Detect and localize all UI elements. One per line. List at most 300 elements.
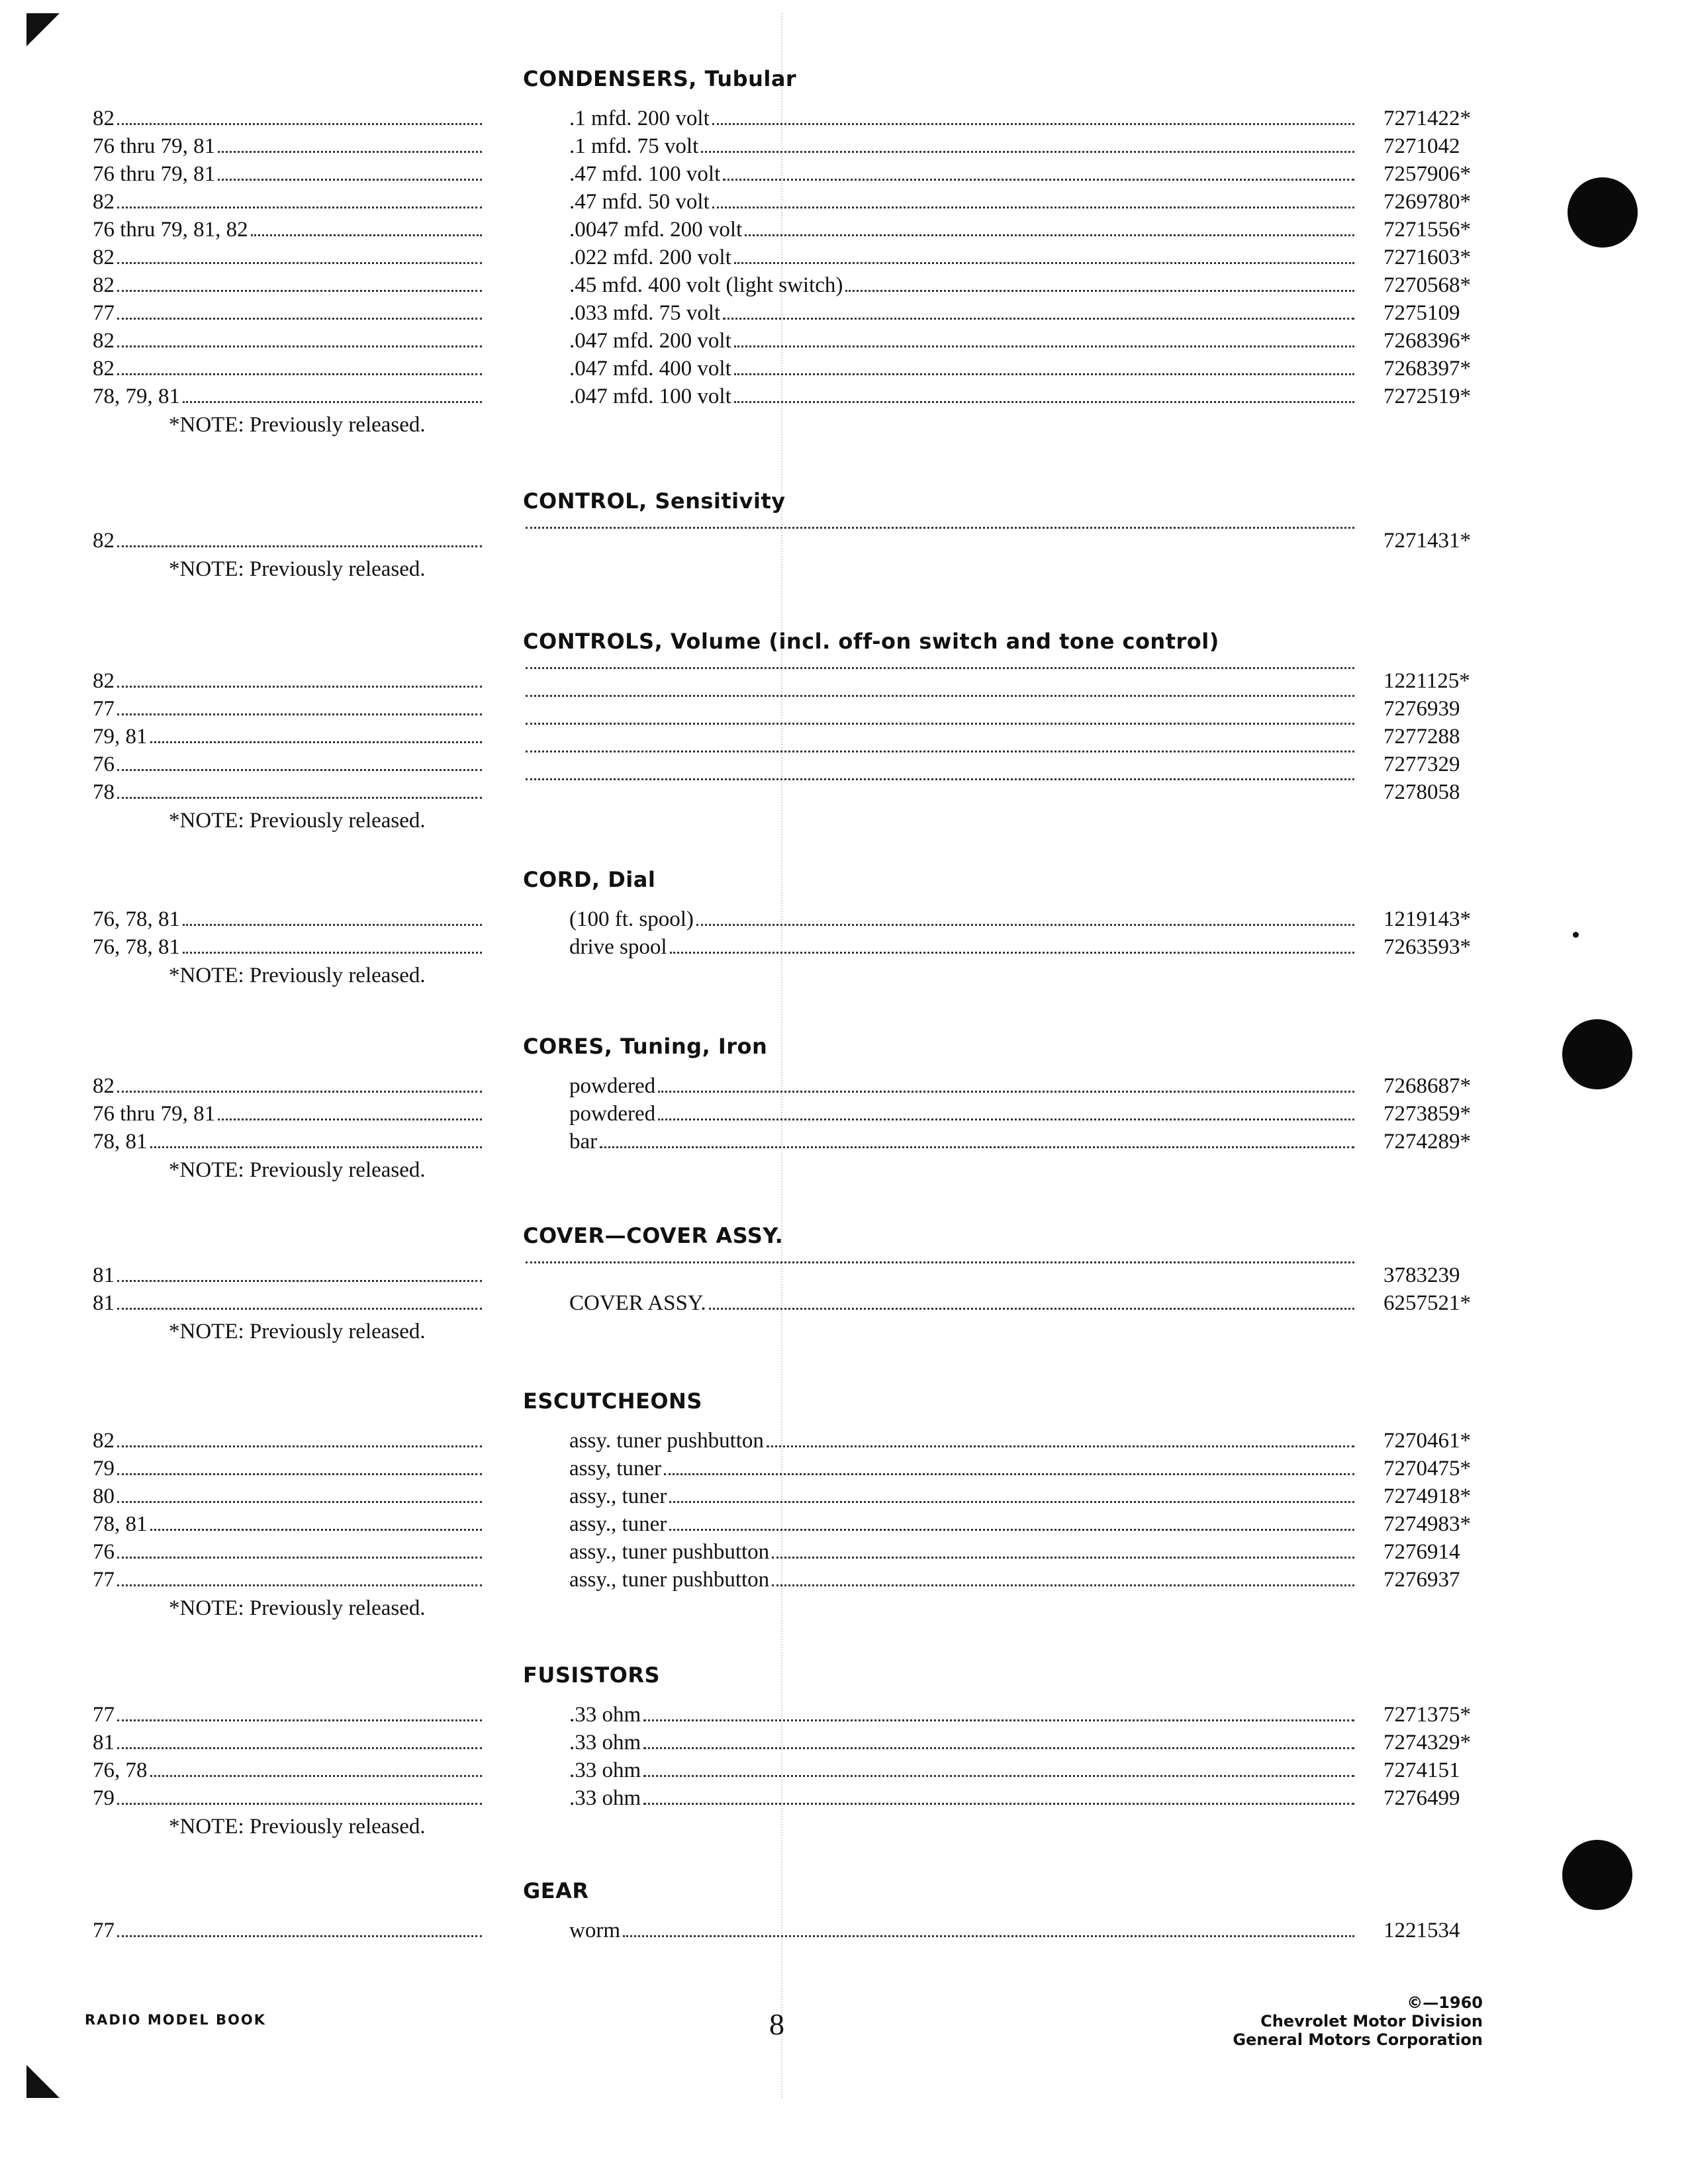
dot-leader: [669, 1529, 1354, 1531]
model-cell: [93, 1261, 485, 1289]
part-number: 7272519*: [1383, 385, 1471, 408]
model-numbers: 77: [93, 1919, 115, 1942]
part-description: (100 ft. spool): [569, 907, 694, 931]
corner-mark-top-left: [26, 13, 60, 46]
note-text: *NOTE: Previously released.: [169, 557, 426, 581]
model-cell: [93, 723, 485, 751]
part-row: [0, 105, 1688, 132]
part-row: [0, 299, 1688, 327]
part-row: [0, 1701, 1688, 1729]
dot-leader: [701, 151, 1354, 153]
dot-leader: [117, 769, 482, 771]
dot-leader: [845, 290, 1354, 292]
description-cell: [569, 1701, 1357, 1729]
model-numbers: 82: [93, 246, 115, 269]
model-cell: [93, 1072, 485, 1100]
part-description: assy., tuner: [569, 1512, 667, 1536]
part-row: [0, 1917, 1688, 1944]
part-description: assy., tuner: [569, 1484, 667, 1508]
previously-released-note: [0, 1594, 1688, 1623]
part-row: [0, 1261, 1688, 1289]
part-number: 7271431*: [1383, 529, 1471, 553]
section-rows: [0, 1072, 1688, 1185]
dot-leader: [150, 1775, 483, 1777]
dot-leader: [218, 1118, 482, 1120]
part-row: [0, 527, 1688, 555]
description-cell: [523, 723, 1357, 731]
part-number: 7268687*: [1383, 1074, 1471, 1098]
dot-leader: [723, 318, 1354, 320]
model-cell: [93, 327, 485, 355]
part-description: .0047 mfd. 200 volt: [569, 218, 743, 242]
part-number: 7273859*: [1383, 1102, 1471, 1126]
model-numbers: 81: [93, 1731, 115, 1754]
previously-released-note: [0, 961, 1688, 990]
dot-leader: [117, 1584, 482, 1586]
model-numbers: 76: [93, 752, 115, 776]
dot-leader: [117, 290, 482, 292]
part-number: 7277329: [1383, 752, 1460, 776]
part-number: 1219143*: [1383, 907, 1471, 931]
description-cell: [569, 1538, 1357, 1566]
part-row: [0, 188, 1688, 216]
section-heading: ESCUTCHEONS: [523, 1388, 702, 1414]
part-description: .45 mfd. 400 volt (light switch): [569, 273, 843, 297]
dot-leader: [183, 401, 482, 403]
dot-leader: [696, 924, 1354, 926]
previously-released-note: [0, 1812, 1688, 1841]
dot-leader: [526, 667, 1354, 669]
description-cell: [523, 751, 1357, 758]
part-description: .047 mfd. 100 volt: [569, 385, 731, 408]
dot-leader: [658, 1118, 1354, 1120]
description-cell: [569, 105, 1357, 132]
part-number: 7274289*: [1383, 1130, 1471, 1154]
part-number: 7274918*: [1383, 1484, 1471, 1508]
footer-book-title: RADIO MODEL BOOK: [85, 2012, 267, 2028]
part-description: .1 mfd. 75 volt: [569, 134, 699, 158]
dot-leader: [526, 695, 1354, 697]
dot-leader: [658, 1091, 1354, 1093]
part-description: .47 mfd. 100 volt: [569, 162, 721, 186]
dot-leader: [117, 1501, 482, 1503]
dot-leader: [117, 1747, 482, 1749]
part-number: 7269780*: [1383, 190, 1471, 214]
dot-leader: [669, 1501, 1354, 1503]
dot-leader: [734, 373, 1354, 375]
part-row: [0, 751, 1688, 778]
previously-released-note: [0, 1156, 1688, 1185]
model-numbers: 78: [93, 780, 115, 804]
part-description: COVER ASSY.: [569, 1291, 706, 1315]
dot-leader: [526, 751, 1354, 752]
section-heading: CONTROLS, Volume (incl. off-on switch and tone control): [523, 629, 1219, 654]
section-rows: [0, 667, 1688, 835]
part-description: .33 ohm: [569, 1786, 641, 1810]
part-number: 3783239: [1383, 1263, 1460, 1287]
part-number: 7277288: [1383, 725, 1460, 749]
dot-leader: [150, 1146, 483, 1148]
part-number: 7274151: [1383, 1758, 1460, 1782]
section-rows: [0, 1427, 1688, 1623]
dot-leader: [117, 1935, 482, 1937]
previously-released-note: [0, 1317, 1688, 1346]
model-numbers: 82: [93, 107, 115, 130]
model-numbers: 82: [93, 1074, 115, 1098]
dot-leader: [670, 952, 1354, 954]
dot-leader: [526, 723, 1354, 725]
model-cell: [93, 188, 485, 216]
description-cell: [569, 327, 1357, 355]
model-cell: [93, 1100, 485, 1128]
dot-leader: [117, 1803, 482, 1805]
part-number: 7268397*: [1383, 357, 1471, 381]
model-numbers: 82: [93, 329, 115, 353]
part-description: assy., tuner pushbutton: [569, 1568, 770, 1592]
dot-leader: [117, 1719, 482, 1721]
dot-leader: [251, 234, 482, 236]
previously-released-note: [0, 410, 1688, 439]
part-row: [0, 160, 1688, 188]
page-number: 8: [769, 2007, 784, 2041]
dot-leader: [150, 1529, 483, 1531]
part-description: .022 mfd. 200 volt: [569, 246, 731, 269]
part-row: [0, 723, 1688, 751]
model-cell: [93, 132, 485, 160]
dot-leader: [117, 262, 482, 264]
model-cell: [93, 695, 485, 723]
description-cell: [569, 1729, 1357, 1756]
section-rows: [0, 105, 1688, 439]
dot-leader: [664, 1473, 1354, 1475]
model-numbers: 82: [93, 190, 115, 214]
part-number: 1221125*: [1383, 669, 1470, 693]
description-cell: [569, 905, 1357, 933]
section-heading: GEAR: [523, 1878, 589, 1903]
footer-publisher: [1152, 1993, 1483, 2049]
dot-leader: [767, 1445, 1354, 1447]
dot-leader: [745, 234, 1354, 236]
footer-division: Chevrolet Motor Division: [1260, 2012, 1483, 2030]
dot-leader: [526, 527, 1354, 529]
section-rows: [0, 527, 1688, 584]
dot-leader: [117, 123, 482, 125]
model-cell: [93, 778, 485, 806]
model-cell: [93, 1289, 485, 1317]
description-cell: [569, 1784, 1357, 1812]
part-description: powdered: [569, 1074, 656, 1098]
dot-leader: [117, 318, 482, 320]
part-number: 7263593*: [1383, 935, 1471, 959]
section-rows: [0, 1261, 1688, 1346]
model-cell: [93, 667, 485, 695]
dot-leader: [643, 1803, 1354, 1805]
description-cell: [523, 778, 1357, 786]
part-row: [0, 1128, 1688, 1156]
part-number: 7268396*: [1383, 329, 1471, 353]
dot-leader: [183, 952, 482, 954]
model-numbers: 79: [93, 1786, 115, 1810]
part-row: [0, 667, 1688, 695]
part-description: drive spool: [569, 935, 667, 959]
dot-leader: [117, 1091, 482, 1093]
part-row: [0, 778, 1688, 806]
dot-leader: [218, 151, 482, 153]
part-number: 7270568*: [1383, 273, 1471, 297]
description-cell: [569, 132, 1357, 160]
part-number: 6257521*: [1383, 1291, 1471, 1315]
model-numbers: 77: [93, 1703, 115, 1727]
model-cell: [93, 527, 485, 555]
part-number: 7278058: [1383, 780, 1460, 804]
model-cell: [93, 355, 485, 383]
dot-leader: [712, 206, 1354, 208]
dot-leader: [183, 924, 482, 926]
model-numbers: 82: [93, 1429, 115, 1453]
part-description: assy, tuner: [569, 1457, 661, 1480]
model-cell: [93, 1701, 485, 1729]
description-cell: [523, 695, 1357, 703]
part-description: worm: [569, 1919, 620, 1942]
dot-leader: [117, 1557, 482, 1559]
model-numbers: 77: [93, 697, 115, 721]
description-cell: [569, 1510, 1357, 1538]
model-cell: [93, 299, 485, 327]
model-cell: [93, 244, 485, 271]
dot-leader: [643, 1719, 1354, 1721]
part-number: 7274983*: [1383, 1512, 1471, 1536]
model-numbers: 76 thru 79, 81: [93, 134, 216, 158]
part-row: [0, 933, 1688, 961]
part-row: [0, 1427, 1688, 1455]
model-numbers: 76, 78: [93, 1758, 148, 1782]
model-numbers: 77: [93, 301, 115, 325]
part-row: [0, 216, 1688, 244]
dot-leader: [117, 713, 482, 715]
part-number: 7271042: [1383, 134, 1460, 158]
note-text: *NOTE: Previously released.: [169, 809, 426, 833]
part-description: .047 mfd. 400 volt: [569, 357, 731, 381]
model-cell: [93, 271, 485, 299]
model-cell: [93, 1917, 485, 1944]
description-cell: [569, 383, 1357, 410]
dot-leader: [117, 1445, 482, 1447]
description-cell: [523, 1261, 1357, 1269]
description-cell: [569, 1128, 1357, 1156]
footer-copyright: ©—1960: [1407, 1993, 1483, 2012]
part-number: 7271422*: [1383, 107, 1471, 130]
part-number: 7257906*: [1383, 162, 1471, 186]
dot-leader: [117, 545, 482, 547]
description-cell: [523, 667, 1357, 675]
description-cell: [569, 1289, 1357, 1317]
dot-leader: [600, 1146, 1354, 1148]
model-numbers: 78, 81: [93, 1130, 148, 1154]
part-description: assy., tuner pushbutton: [569, 1540, 770, 1564]
dot-leader: [734, 401, 1354, 403]
model-numbers: 79, 81: [93, 725, 148, 749]
description-cell: [569, 1072, 1357, 1100]
part-row: [0, 1482, 1688, 1510]
model-cell: [93, 1128, 485, 1156]
model-numbers: 78, 79, 81: [93, 385, 180, 408]
note-text: *NOTE: Previously released.: [169, 1158, 426, 1182]
dot-leader: [117, 373, 482, 375]
description-cell: [569, 1917, 1357, 1944]
dot-leader: [734, 345, 1354, 347]
section-heading: CORES, Tuning, Iron: [523, 1034, 768, 1059]
model-numbers: 76 thru 79, 81, 82: [93, 218, 248, 242]
dot-leader: [117, 1473, 482, 1475]
footer-corporation: General Motors Corporation: [1233, 2030, 1483, 2049]
section-heading: COVER—COVER ASSY.: [523, 1223, 784, 1248]
model-cell: [93, 751, 485, 778]
part-row: [0, 383, 1688, 410]
dot-leader: [723, 179, 1354, 181]
dot-leader: [117, 1308, 482, 1310]
model-numbers: 78, 81: [93, 1512, 148, 1536]
dot-leader: [643, 1775, 1354, 1777]
description-cell: [523, 527, 1357, 535]
model-cell: [93, 1482, 485, 1510]
part-number: 7275109: [1383, 301, 1460, 325]
part-description: .33 ohm: [569, 1758, 641, 1782]
section-rows: [0, 905, 1688, 990]
previously-released-note: [0, 555, 1688, 584]
dot-leader: [772, 1557, 1354, 1559]
part-row: [0, 1289, 1688, 1317]
description-cell: [569, 216, 1357, 244]
dot-leader: [712, 123, 1354, 125]
section-heading: CONTROL, Sensitivity: [523, 488, 786, 514]
model-cell: [93, 933, 485, 961]
dot-leader: [218, 179, 482, 181]
description-cell: [569, 355, 1357, 383]
model-numbers: 81: [93, 1263, 115, 1287]
part-description: .47 mfd. 50 volt: [569, 190, 710, 214]
model-numbers: 77: [93, 1568, 115, 1592]
model-cell: [93, 1784, 485, 1812]
part-number: 7274329*: [1383, 1731, 1471, 1754]
part-number: 7276914: [1383, 1540, 1460, 1564]
model-numbers: 80: [93, 1484, 115, 1508]
note-text: *NOTE: Previously released.: [169, 964, 426, 987]
description-cell: [569, 160, 1357, 188]
part-number: 7276499: [1383, 1786, 1460, 1810]
model-numbers: 76, 78, 81: [93, 935, 180, 959]
previously-released-note: [0, 806, 1688, 835]
part-description: .33 ohm: [569, 1731, 641, 1754]
model-cell: [93, 216, 485, 244]
part-number: 7276937: [1383, 1568, 1460, 1592]
part-number: 7270461*: [1383, 1429, 1471, 1453]
model-cell: [93, 1756, 485, 1784]
model-numbers: 81: [93, 1291, 115, 1315]
part-description: .047 mfd. 200 volt: [569, 329, 731, 353]
note-text: *NOTE: Previously released.: [169, 1815, 426, 1839]
part-number: 1221534: [1383, 1919, 1460, 1942]
dot-leader: [643, 1747, 1354, 1749]
part-row: [0, 244, 1688, 271]
description-cell: [569, 1566, 1357, 1594]
part-row: [0, 1756, 1688, 1784]
model-numbers: 76, 78, 81: [93, 907, 180, 931]
model-cell: [93, 1427, 485, 1455]
model-numbers: 82: [93, 529, 115, 553]
description-cell: [569, 1482, 1357, 1510]
dot-leader: [709, 1308, 1354, 1310]
dot-leader: [772, 1584, 1354, 1586]
model-numbers: 82: [93, 669, 115, 693]
part-number: 7271375*: [1383, 1703, 1471, 1727]
part-row: [0, 132, 1688, 160]
note-text: *NOTE: Previously released.: [169, 1320, 426, 1343]
part-row: [0, 1538, 1688, 1566]
description-cell: [569, 1427, 1357, 1455]
part-row: [0, 355, 1688, 383]
model-numbers: 82: [93, 357, 115, 381]
description-cell: [569, 188, 1357, 216]
model-numbers: 76: [93, 1540, 115, 1564]
dot-leader: [623, 1935, 1354, 1937]
section-heading: FUSISTORS: [523, 1662, 661, 1688]
binder-hole-bottom: [1562, 1840, 1632, 1910]
section-heading: CORD, Dial: [523, 867, 656, 892]
part-row: [0, 327, 1688, 355]
part-description: assy. tuner pushbutton: [569, 1429, 764, 1453]
part-row: [0, 695, 1688, 723]
model-cell: [93, 1566, 485, 1594]
model-numbers: 79: [93, 1457, 115, 1480]
dot-leader: [117, 345, 482, 347]
part-row: [0, 1100, 1688, 1128]
description-cell: [569, 1756, 1357, 1784]
dot-leader: [150, 741, 483, 743]
part-description: .33 ohm: [569, 1703, 641, 1727]
part-description: .1 mfd. 200 volt: [569, 107, 710, 130]
part-number: 7271556*: [1383, 218, 1471, 242]
description-cell: [569, 271, 1357, 299]
part-row: [0, 1784, 1688, 1812]
section-rows: [0, 1917, 1688, 1944]
model-cell: [93, 1455, 485, 1482]
part-row: [0, 1510, 1688, 1538]
model-numbers: 82: [93, 273, 115, 297]
dot-leader: [526, 1261, 1354, 1263]
note-text: *NOTE: Previously released.: [169, 1596, 426, 1620]
description-cell: [569, 299, 1357, 327]
model-cell: [93, 1510, 485, 1538]
model-cell: [93, 383, 485, 410]
dot-leader: [117, 206, 482, 208]
dot-leader: [117, 686, 482, 688]
part-number: 7270475*: [1383, 1457, 1471, 1480]
description-cell: [569, 1100, 1357, 1128]
dot-leader: [117, 797, 482, 799]
model-numbers: 76 thru 79, 81: [93, 1102, 216, 1126]
part-row: [0, 1072, 1688, 1100]
part-description: bar: [569, 1130, 598, 1154]
part-description: powdered: [569, 1102, 656, 1126]
part-number: 7276939: [1383, 697, 1460, 721]
section-heading: CONDENSERS, Tubular: [523, 66, 797, 91]
dot-leader: [526, 778, 1354, 780]
section-rows: [0, 1701, 1688, 1841]
dot-leader: [117, 1280, 482, 1282]
part-row: [0, 1455, 1688, 1482]
model-numbers: 76 thru 79, 81: [93, 162, 216, 186]
dot-leader: [734, 262, 1354, 264]
